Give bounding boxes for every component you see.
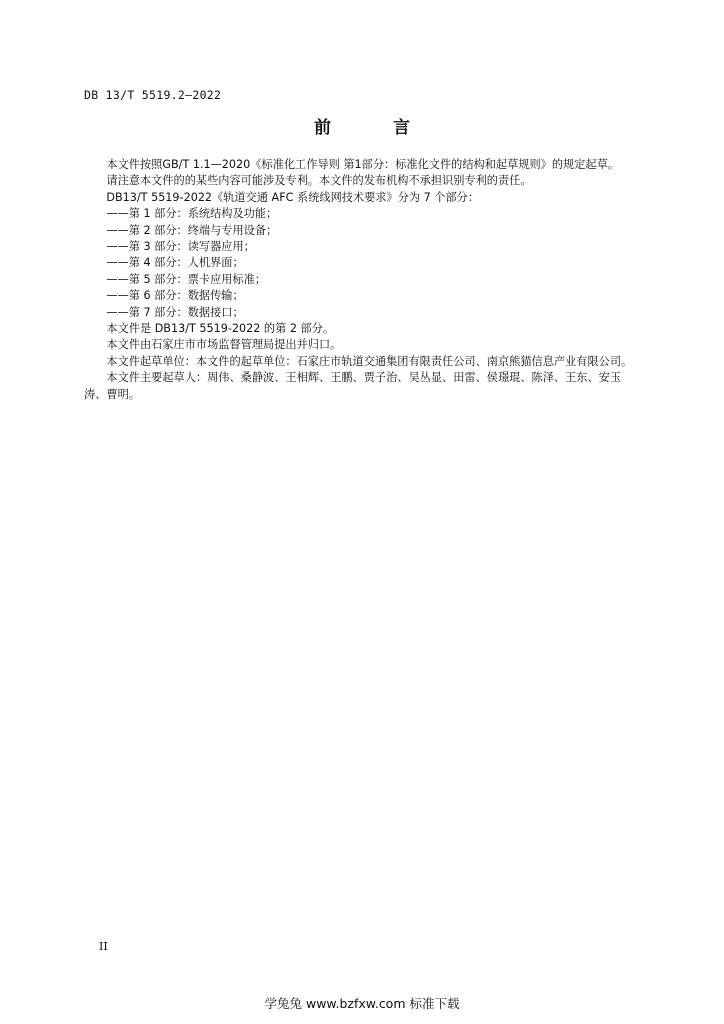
paragraph-drafting-units: 本文件起草单位：本文件的起草单位：石家庄市轨道交通集团有限责任公司、南京熊猫信息产业有限公司。 xyxy=(106,354,633,368)
list-item: ——第 2 部分：终端与专用设备； xyxy=(106,223,278,237)
page-title: 前 言 xyxy=(314,118,438,138)
foreword-body xyxy=(84,157,640,403)
parts-list xyxy=(84,206,640,321)
list-item: ——第 1 部分：系统结构及功能； xyxy=(106,207,278,221)
paragraph-drafting-rules: 本文件按照GB/T 1.1—2020《标准化工作导则 第1部分：标准化文件的结构和起草规则》的规定起草。 xyxy=(106,158,619,171)
list-item: ——第 5 部分：票卡应用标准； xyxy=(106,272,267,286)
paragraph-proposer: 本文件由石家庄市市场监督管理局提出并归口。 xyxy=(106,338,342,352)
page-number: II xyxy=(99,940,108,953)
paragraph-parts-intro: DB13/T 5519-2022《轨道交通 AFC 系统线网技术要求》分为 7 个部分： xyxy=(106,190,480,204)
list-item: ——第 4 部分：人机界面； xyxy=(106,256,244,270)
paragraph-part-statement: 本文件是 DB13/T 5519-2022 的第 2 部分。 xyxy=(106,322,335,336)
document-id: DB 13/T 5519.2—2022 xyxy=(84,88,222,102)
list-item: ——第 7 部分：数据接口； xyxy=(106,305,244,319)
list-item: ——第 6 部分：数据传输； xyxy=(106,289,244,303)
paragraph-drafters: 本文件主要起草人：周伟、桑静波、王相辉、王鹏、贾子治、吴丛显、田雷、侯璟琨、陈泽、王东、安玉涛、曹明。 xyxy=(84,371,622,401)
paragraph-patent-notice: 请注意本文件的的某些内容可能涉及专利。本文件的发布机构不承担识别专利的责任。 xyxy=(106,174,532,188)
list-item: ——第 3 部分：读写器应用； xyxy=(106,240,255,254)
footer-watermark: 学兔兔 www.bzfxw.com 标准下载 xyxy=(264,996,460,1011)
